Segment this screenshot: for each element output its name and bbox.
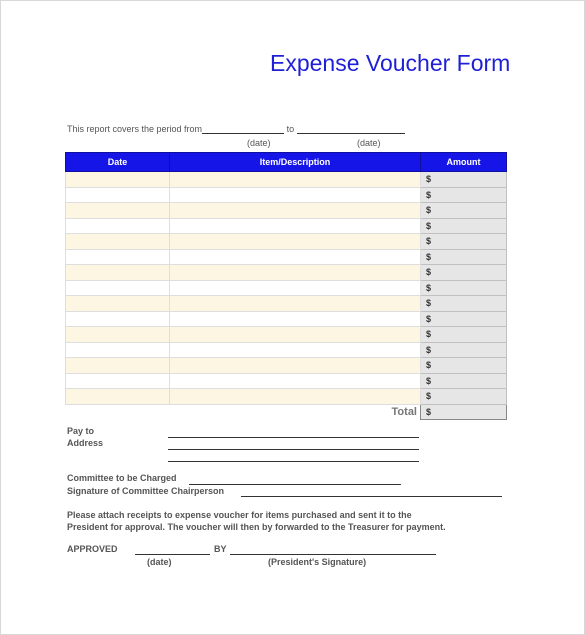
instructions-line-2: President for approval. The voucher will then by forwarded to the Treasurer for payment.: [67, 522, 446, 532]
total-amount-cell[interactable]: [421, 404, 507, 420]
item-description-cell[interactable]: [170, 296, 421, 312]
currency-symbol: $: [426, 344, 432, 355]
expense-table: [65, 152, 507, 420]
currency-symbol: $: [426, 174, 432, 185]
amount-cell[interactable]: [421, 265, 507, 281]
amount-cell[interactable]: [421, 172, 507, 188]
table-row: [66, 172, 507, 188]
approved-date-hint: (date): [147, 557, 172, 567]
table-row: [66, 311, 507, 327]
currency-symbol: $: [426, 282, 432, 293]
date-cell[interactable]: [66, 389, 170, 405]
item-description-cell[interactable]: [170, 358, 421, 374]
amount-cell[interactable]: [421, 389, 507, 405]
date-cell[interactable]: [66, 296, 170, 312]
currency-symbol: $: [426, 205, 432, 216]
currency-symbol: $: [426, 313, 432, 324]
approved-date-field[interactable]: [135, 554, 210, 555]
amount-cell[interactable]: [421, 296, 507, 312]
table-row: [66, 187, 507, 203]
table-row: [66, 389, 507, 405]
period-date-hint-2: (date): [357, 138, 381, 148]
committee-field[interactable]: [189, 484, 401, 485]
amount-cell[interactable]: [421, 358, 507, 374]
page-title: Expense Voucher Form: [270, 50, 511, 76]
pay-to-field[interactable]: [168, 437, 419, 438]
table-header-row: [66, 153, 507, 172]
total-row: [66, 404, 507, 420]
period-date-hint-1: (date): [247, 138, 271, 148]
currency-symbol: $: [426, 391, 432, 402]
currency-symbol: $: [426, 375, 432, 386]
president-signature-hint: (President's Signature): [268, 557, 367, 567]
period-from-field[interactable]: [202, 124, 284, 134]
currency-symbol: $: [426, 251, 432, 262]
total-label: Total: [170, 404, 421, 420]
item-description-cell[interactable]: [170, 249, 421, 265]
table-row: [66, 265, 507, 281]
period-prefix: This report covers the period from: [67, 124, 203, 134]
committee-label: Committee to be Charged: [67, 473, 177, 483]
address-label: Address: [67, 438, 104, 448]
item-description-cell[interactable]: [170, 342, 421, 358]
table-row: [66, 249, 507, 265]
amount-cell[interactable]: [421, 311, 507, 327]
amount-cell[interactable]: [421, 280, 507, 296]
signature-label: Signature of Committee Chairperson: [67, 486, 225, 496]
item-description-cell[interactable]: [170, 187, 421, 203]
pay-to-label: Pay to: [67, 426, 95, 436]
signature-field[interactable]: [241, 496, 502, 497]
item-description-cell[interactable]: [170, 373, 421, 389]
amount-cell[interactable]: [421, 373, 507, 389]
date-cell[interactable]: [66, 218, 170, 234]
item-description-cell[interactable]: [170, 218, 421, 234]
table-row: [66, 373, 507, 389]
date-cell[interactable]: [66, 342, 170, 358]
table-row: [66, 280, 507, 296]
amount-cell[interactable]: [421, 187, 507, 203]
header-item-description: Item/Description: [170, 153, 421, 172]
amount-cell[interactable]: [421, 218, 507, 234]
item-description-cell[interactable]: [170, 234, 421, 250]
date-cell[interactable]: [66, 373, 170, 389]
instructions-line-1: Please attach receipts to expense voucher for items purchased and sent it to the: [67, 510, 412, 520]
table-row: [66, 296, 507, 312]
item-description-cell[interactable]: [170, 280, 421, 296]
period-line: [67, 124, 405, 134]
item-description-cell[interactable]: [170, 311, 421, 327]
total-spacer: [66, 404, 170, 420]
date-cell[interactable]: [66, 327, 170, 343]
date-cell[interactable]: [66, 280, 170, 296]
currency-symbol: $: [426, 329, 432, 340]
by-label: BY: [214, 544, 227, 554]
amount-cell[interactable]: [421, 234, 507, 250]
currency-symbol: $: [426, 298, 432, 309]
address-field-2[interactable]: [168, 461, 419, 462]
date-cell[interactable]: [66, 249, 170, 265]
date-cell[interactable]: [66, 265, 170, 281]
amount-cell[interactable]: [421, 249, 507, 265]
date-cell[interactable]: [66, 172, 170, 188]
currency-symbol: $: [426, 360, 432, 371]
amount-cell[interactable]: [421, 203, 507, 219]
item-description-cell[interactable]: [170, 203, 421, 219]
currency-symbol: $: [426, 267, 432, 278]
item-description-cell[interactable]: [170, 172, 421, 188]
table-row: [66, 358, 507, 374]
period-to-field[interactable]: [297, 124, 405, 134]
header-date: Date: [66, 153, 170, 172]
currency-symbol: $: [426, 220, 432, 231]
date-cell[interactable]: [66, 203, 170, 219]
date-cell[interactable]: [66, 187, 170, 203]
table-row: [66, 234, 507, 250]
period-middle: to: [286, 124, 295, 134]
item-description-cell[interactable]: [170, 265, 421, 281]
table-row: [66, 342, 507, 358]
date-cell[interactable]: [66, 358, 170, 374]
header-amount: Amount: [421, 153, 507, 172]
date-cell[interactable]: [66, 311, 170, 327]
table-row: [66, 218, 507, 234]
address-field-1[interactable]: [168, 449, 419, 450]
currency-symbol: $: [426, 236, 432, 247]
amount-cell[interactable]: [421, 327, 507, 343]
amount-cell[interactable]: [421, 342, 507, 358]
table-row: [66, 203, 507, 219]
item-description-cell[interactable]: [170, 389, 421, 405]
date-cell[interactable]: [66, 234, 170, 250]
currency-symbol: $: [426, 406, 432, 417]
table-row: [66, 327, 507, 343]
currency-symbol: $: [426, 189, 432, 200]
president-signature-field[interactable]: [230, 554, 436, 555]
item-description-cell[interactable]: [170, 327, 421, 343]
approved-label: APPROVED: [67, 544, 118, 554]
